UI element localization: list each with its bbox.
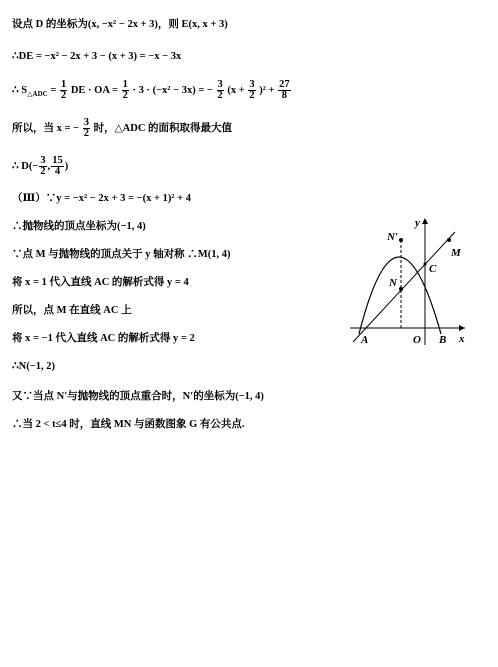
point-m: [447, 238, 451, 242]
function-graph: [345, 210, 475, 350]
max-b: 时，△ADC 的面积取得最大值: [93, 123, 233, 134]
d-close: ): [64, 161, 69, 172]
area-tail: )² +: [259, 85, 275, 96]
line-d-coords: [12, 156, 68, 178]
line-conclusion: ∴当 2 < t≤4 时，直线 MN 与函数图象 G 有公共点.: [12, 419, 245, 430]
line-m-on-ac: 所以，点 M 在直线 AC 上: [12, 305, 132, 316]
line-de-expression: ∴DE = −x² − 2x + 3 − (x + 3) = −x − 3x: [12, 51, 182, 62]
frac-half-2: $\frac{1}{2}$: [122, 79, 128, 102]
area-mid1: DE · OA =: [70, 85, 118, 96]
x-axis-arrow: [459, 325, 465, 331]
label-c: C: [429, 263, 437, 275]
line-substitute-2: 将 x = −1 代入直线 AC 的解析式得 y = 2: [12, 333, 195, 344]
area-prefix: ∴ S: [12, 85, 28, 96]
line-substitute-1: 将 x = 1 代入直线 AC 的解析式得 y = 4: [12, 277, 189, 288]
d-comma: ,: [47, 161, 51, 172]
line-vertex: ∴抛物线的顶点坐标为(−1, 4): [12, 221, 146, 232]
label-a: A: [361, 334, 369, 346]
max-a: 所以，当 x = −: [12, 123, 80, 134]
label-b: B: [439, 334, 447, 346]
label-y: y: [415, 217, 420, 229]
line-point-m: ∵点 M 与抛物线的顶点关于 y 轴对称 ∴M(1, 4): [12, 249, 231, 260]
line-part3: （Ⅲ）∵y = −x² − 2x + 3 = −(x + 1)² + 4: [12, 193, 191, 204]
frac-27-8: $\frac{27}{8}$: [279, 79, 290, 102]
point-c: [424, 263, 427, 266]
label-n: N: [389, 277, 397, 289]
frac-15-4: $\frac{15}{4}$: [52, 155, 63, 178]
line-max-condition: [12, 118, 232, 140]
point-n: [399, 287, 403, 291]
label-x: x: [459, 333, 465, 345]
label-m: M: [451, 247, 461, 259]
label-o: O: [413, 334, 421, 346]
frac-three-halves-4: $\frac{3}{2}$: [40, 155, 46, 178]
frac-three-halves-3: $\frac{3}{2}$: [83, 117, 89, 140]
line-set-point-d: 设点 D 的坐标为(x, −x² − 2x + 3)，则 E(x, x + 3): [12, 19, 228, 30]
area-mid2: · 3 · (−x² − 3x) = −: [132, 85, 213, 96]
frac-half-1: $\frac{1}{2}$: [60, 79, 67, 102]
line-ac: [353, 232, 455, 342]
line-area-expression: [12, 80, 292, 105]
frac-three-halves-1: $\frac{3}{2}$: [217, 79, 223, 102]
area-mid3: (x +: [227, 85, 245, 96]
y-axis-arrow: [422, 218, 428, 224]
point-n-prime: [399, 238, 403, 242]
line-n-prime: 又∵当点 N′与抛物线的顶点重合时，N′的坐标为(−1, 4): [12, 391, 264, 402]
area-eq: =: [50, 85, 57, 96]
line-point-n: ∴N(−1, 2): [12, 361, 55, 372]
label-n-prime: N′: [387, 231, 399, 243]
area-subscript: △ADC: [27, 90, 48, 99]
frac-three-halves-2: $\frac{3}{2}$: [249, 79, 255, 102]
d-a: ∴ D(−: [12, 161, 39, 172]
